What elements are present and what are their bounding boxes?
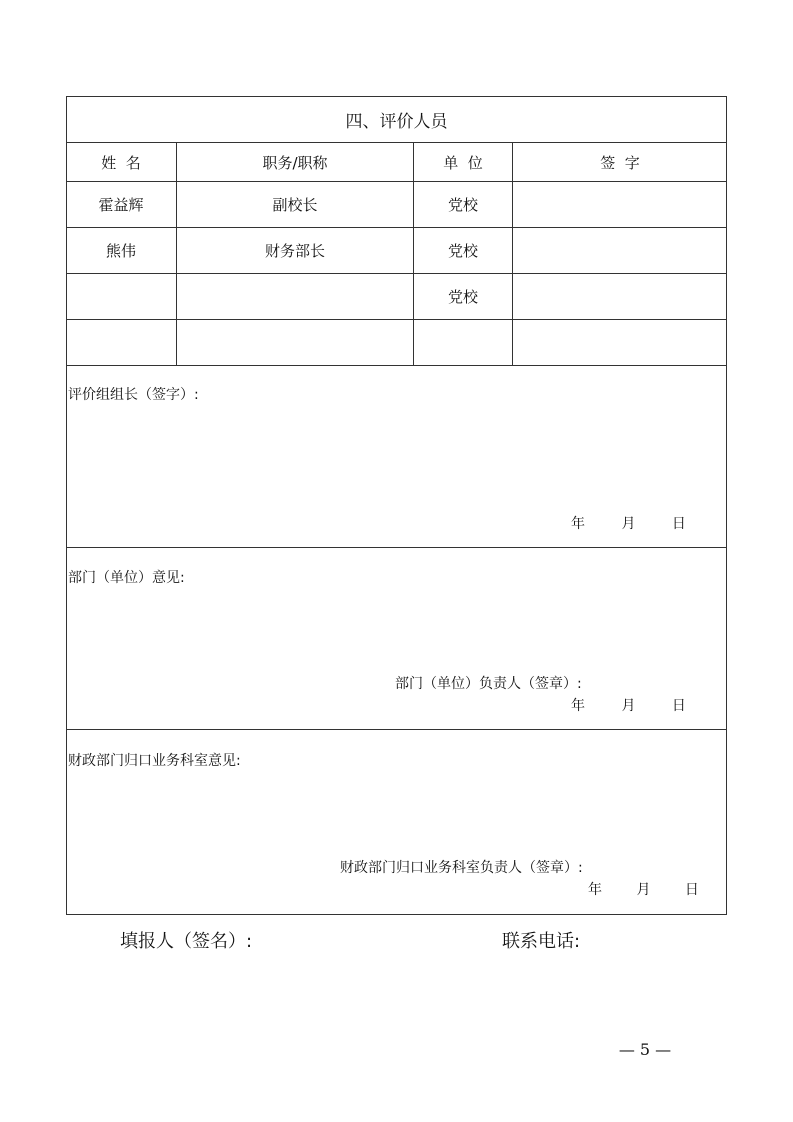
table-cell-title	[177, 320, 413, 365]
header-name: 姓 名	[101, 153, 141, 172]
filler-signature-label: 填报人（签名）:	[120, 931, 253, 952]
header-unit: 单 位	[443, 153, 483, 172]
date-month: 月	[621, 516, 636, 532]
table-cell-name: 熊伟	[105, 242, 136, 260]
table-cell-unit	[414, 320, 512, 365]
contact-phone-label: 联系电话:	[502, 931, 581, 952]
dept-signer-label: 部门（单位）负责人（签章）:	[395, 676, 582, 692]
date-year: 年	[571, 698, 585, 714]
table-cell-unit: 党校	[447, 196, 478, 214]
table-cell-name: 霍益辉	[98, 196, 144, 214]
dept-opinion-label: 部门（单位）意见:	[68, 570, 185, 586]
date-month: 月	[636, 882, 651, 898]
leader-sign-date	[571, 513, 686, 533]
table-cell-unit: 党校	[447, 288, 478, 306]
table-cell-name	[66, 274, 176, 319]
header-title: 职务/职称	[262, 153, 328, 172]
finance-opinion-label: 财政部门归口业务科室意见:	[68, 753, 241, 769]
header-signature: 签 字	[600, 153, 640, 172]
divider	[66, 365, 727, 366]
page-number: — 5 —	[618, 1040, 672, 1059]
table-cell-name	[66, 320, 176, 365]
table-cell-signature	[513, 228, 727, 273]
table-cell-signature	[513, 320, 727, 365]
table-cell-signature	[513, 274, 727, 319]
section-title: 四、评价人员	[345, 112, 448, 132]
table-cell-title	[177, 274, 413, 319]
date-year: 年	[571, 516, 585, 532]
date-day: 日	[671, 516, 686, 532]
dept-opinion-date	[571, 695, 686, 715]
table-cell-unit: 党校	[447, 242, 478, 260]
date-day: 日	[684, 882, 699, 898]
date-day: 日	[671, 698, 686, 714]
finance-signer-label: 财政部门归口业务科室负责人（签章）:	[340, 860, 583, 876]
divider	[66, 547, 727, 548]
table-cell-signature	[513, 182, 727, 227]
divider	[66, 729, 727, 730]
table-cell-title: 副校长	[272, 196, 318, 214]
finance-opinion-date	[588, 879, 699, 899]
leader-sign-label: 评价组组长（签字）:	[68, 387, 199, 403]
table-cell-title: 财务部长	[264, 242, 325, 260]
date-year: 年	[588, 882, 602, 898]
date-month: 月	[621, 698, 636, 714]
